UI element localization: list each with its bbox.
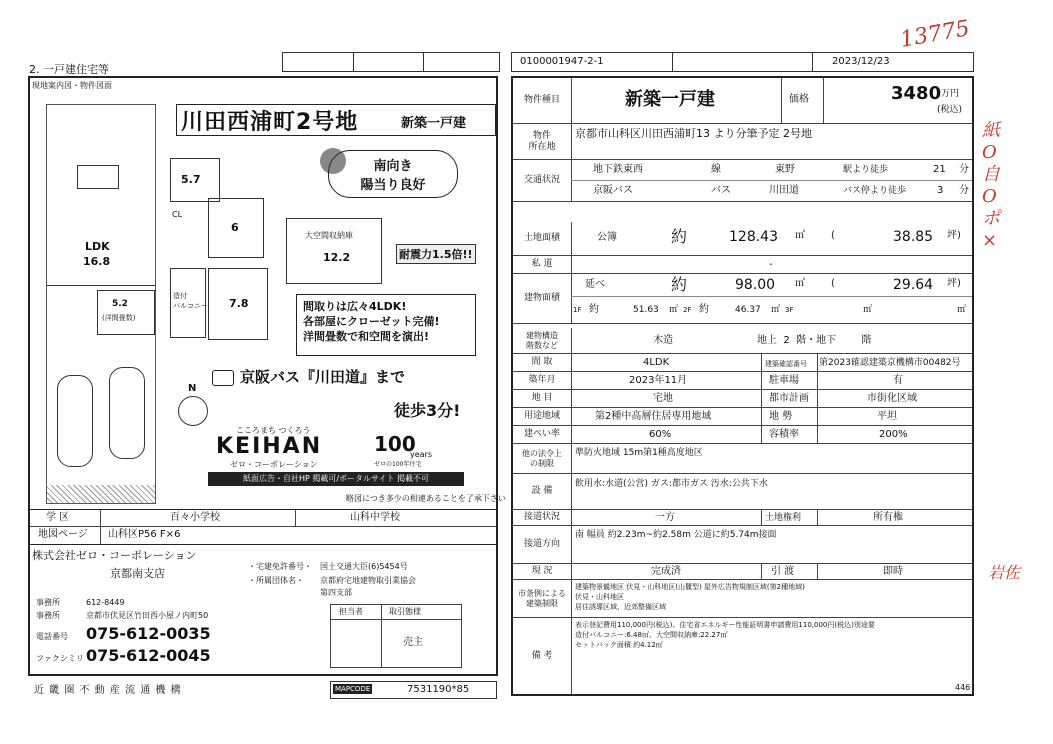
- row-layout: [513, 354, 972, 372]
- row-location: [513, 124, 972, 160]
- fax-label: ファクシミリ: [36, 654, 84, 663]
- page-number: 446: [955, 683, 971, 692]
- role-box: [330, 604, 462, 668]
- row-access: [513, 510, 972, 526]
- bus-text: 京阪バス『川田道』まで: [240, 368, 406, 386]
- row-zone: [513, 408, 972, 426]
- mapcode-value: 7531190*85: [407, 684, 470, 695]
- doc-code: 0100001947-2-1: [520, 56, 604, 67]
- price-label: 価格: [789, 94, 809, 105]
- station-walk-label: 駅より徒歩: [843, 165, 889, 175]
- zone: 第2種中高層住居専用地域: [595, 411, 712, 422]
- city-plan-label: 都市計画: [769, 393, 809, 404]
- law-label: 他の法令上 の制限: [513, 444, 572, 473]
- private-road: -: [769, 259, 773, 270]
- storage-room: [286, 218, 382, 284]
- land-right: 所有権: [873, 512, 903, 523]
- storage-label: 大空間収納庫: [305, 231, 353, 240]
- building-m2-unit: ㎡: [795, 278, 805, 289]
- rail-line: 地下鉄東西: [593, 164, 643, 175]
- car-icon: [109, 367, 145, 459]
- station: 東野: [775, 164, 795, 175]
- handover: 即時: [883, 566, 903, 577]
- headline-box: [176, 104, 496, 136]
- row-facility: [513, 474, 972, 510]
- feature-bullet: 洋間畳数で和空間を演出!: [303, 330, 430, 343]
- school-table: [30, 509, 496, 545]
- header-blank-box: [282, 52, 500, 72]
- property-table: [511, 76, 974, 696]
- ldk-label: LDK: [85, 240, 110, 253]
- price-value: 3480: [891, 83, 942, 104]
- building-label: 建物面積: [513, 274, 572, 323]
- layout-label: 間 取: [513, 354, 572, 371]
- building-approx: 約: [671, 275, 688, 294]
- permission-bar: 紙面広告・自社HP 掲載可/ポータルサイト 掲載不可: [208, 472, 464, 486]
- row-city-reg: [513, 580, 972, 618]
- handwritten-number: 13775: [898, 16, 972, 53]
- location-label: 物件 所在地: [513, 124, 572, 159]
- price-unit: 万円: [941, 89, 960, 99]
- building-tsubo: 29.64: [893, 277, 934, 293]
- floor1-label: 1F: [573, 306, 582, 314]
- structure-label: 建物構造 階数など: [513, 328, 572, 353]
- sun-bubble: [328, 150, 458, 198]
- parking: 有: [893, 375, 903, 386]
- years-number: 100: [374, 432, 416, 456]
- doc-date: 2023/12/23: [832, 56, 890, 67]
- parking-label: 駐車場: [769, 375, 799, 386]
- row-status: [513, 564, 972, 580]
- elementary-school: 百々小学校: [170, 512, 220, 523]
- tel-label: 電話番号: [36, 632, 68, 641]
- fax-number: 075-612-0045: [86, 646, 211, 665]
- row-ratio: [513, 426, 972, 444]
- handwritten-mark: 岩佐: [988, 563, 1021, 582]
- room-6-size: 6: [231, 221, 239, 234]
- minute-unit: 分: [959, 185, 969, 196]
- remarks-label: 備 考: [513, 618, 572, 694]
- structure: 木造: [653, 335, 673, 346]
- building-m2: 98.00: [735, 277, 776, 293]
- city-plan: 市街化区域: [867, 393, 917, 404]
- row-remarks: [513, 618, 972, 694]
- quake-badge: 耐震力1.5倍!!: [396, 244, 476, 264]
- car-icon: [57, 375, 93, 467]
- land-approx: 約: [671, 227, 688, 246]
- logo-company: ゼロ・コーポレーション: [230, 460, 318, 469]
- floor2-unit: ㎡: [771, 305, 781, 315]
- walk-text: 徒歩3分!: [394, 401, 461, 420]
- floor-plan-2f: [170, 158, 268, 348]
- subhead: 新築一戸建: [401, 116, 467, 131]
- sub-label: 現地案内図・物件図面: [32, 81, 112, 90]
- built-label: 築年月: [513, 372, 572, 389]
- floor3-unit: ㎡: [863, 305, 873, 315]
- building-tsubo-unit: 坪): [947, 278, 961, 289]
- sun-text-2: 陽当り良好: [360, 178, 426, 193]
- feature-bullet: 各部屋にクローゼット完備!: [303, 315, 440, 328]
- price-tax: (税込): [937, 105, 963, 115]
- tel-number: 075-612-0035: [86, 624, 211, 643]
- floors: 地上 2 階・地下 階: [757, 335, 872, 346]
- feature-scroll: [296, 294, 476, 356]
- landcat-label: 地 目: [513, 390, 572, 407]
- section-title: 2. 一戸建住宅等: [29, 63, 109, 76]
- building-paren: (: [831, 278, 835, 289]
- bus-walk: 3: [937, 185, 944, 196]
- building-type: 延べ: [585, 279, 605, 290]
- zip-code: 612-8449: [86, 598, 125, 607]
- compass-icon: [178, 383, 208, 426]
- company-branch: 京都南支店: [110, 567, 165, 580]
- row-landcat: [513, 390, 972, 408]
- address: 京都市伏見区竹田西小屋ノ内町50: [86, 611, 209, 620]
- bus-stop: 川田道: [769, 185, 799, 196]
- land-tsubo: 38.85: [893, 229, 934, 245]
- floor1-unit: ㎡: [669, 305, 679, 315]
- balcony-label: 造付 バルコニー: [173, 292, 208, 310]
- status: 完成済: [651, 566, 681, 577]
- terrain-label: 地 勢: [769, 411, 793, 422]
- far: 200%: [879, 429, 908, 440]
- map-note: 略図につき多少の相違あることを了承下さい: [346, 494, 506, 503]
- mapcode-label: MAPCODE: [335, 685, 371, 693]
- role-value: 売主: [403, 637, 423, 648]
- years-text: years: [410, 450, 433, 459]
- feature-bullet: 間取りは広々4LDK!: [303, 300, 407, 313]
- ad-panel: [28, 76, 506, 676]
- years-sub: ゼロの100年住宅: [374, 461, 422, 468]
- junior-high-school: 山科中学校: [350, 512, 400, 523]
- map-page-value: 山科区P56 F×6: [108, 529, 181, 540]
- floor1-area: 51.63: [633, 305, 659, 315]
- license-value: 国土交通大臣(6)5454号: [320, 562, 408, 571]
- ldk-size: 16.8: [83, 255, 111, 268]
- row-transport: [513, 160, 972, 202]
- room-52-sub: (洋間畳数): [102, 314, 136, 322]
- row-building: [513, 274, 972, 324]
- assoc-value-2: 第四支部: [320, 588, 352, 597]
- company-name: 株式会社ゼロ・コーポレーション: [32, 549, 197, 562]
- floor1-approx: 約: [589, 304, 599, 315]
- far-label: 容積率: [769, 429, 799, 440]
- land-m2: 128.43: [729, 229, 778, 245]
- minute-unit: 分: [959, 164, 969, 175]
- built: 2023年11月: [629, 375, 688, 386]
- terrain: 平坦: [877, 411, 897, 422]
- confirm-label: 建築確認番号: [765, 360, 807, 368]
- office-label: 事務所: [36, 598, 60, 607]
- zone-label: 用途地域: [513, 408, 572, 425]
- city-reg-label: 市条例による 建築制限: [513, 580, 572, 617]
- bus-walk-label: バス停より徒歩: [843, 186, 907, 196]
- bus-kind: バス: [711, 185, 731, 196]
- headline: 川田西浦町2号地: [181, 110, 359, 135]
- bcr: 60%: [649, 429, 672, 440]
- mapcode-box: [330, 681, 497, 699]
- logo-kana: こころまち つくろう: [236, 426, 311, 435]
- room-52-size: 5.2: [112, 299, 128, 309]
- keihan-logo: KEIHAN: [216, 434, 323, 459]
- layout: 4LDK: [643, 357, 670, 368]
- room-78-size: 7.8: [229, 297, 249, 310]
- storage-size: 12.2: [323, 251, 351, 264]
- floor2-label: 2F: [683, 306, 692, 314]
- landcat: 宅地: [653, 393, 673, 404]
- floor4-unit: ㎡: [957, 305, 967, 315]
- row-law: [513, 444, 972, 474]
- bus-line: 京阪バス: [593, 185, 633, 196]
- facility-label: 設 備: [513, 474, 572, 509]
- property-type: 新築一戸建: [625, 89, 715, 110]
- access-label: 接道状況: [513, 510, 572, 525]
- school-label: 学 区: [46, 512, 70, 523]
- address-label: 事務所: [36, 611, 60, 620]
- sun-text-1: 南向き: [373, 159, 413, 174]
- type-label: 物件種目: [513, 78, 572, 123]
- confirm-number: 第2023確認建築京機構市00482号: [819, 358, 961, 368]
- row-direction: [513, 526, 972, 564]
- footer-org: 近 畿 圏 不 動 産 流 通 機 構: [34, 685, 182, 696]
- dir-label: 接道方向: [513, 526, 572, 563]
- map-page-label: 地図ページ: [38, 529, 88, 540]
- closet-label: CL: [172, 210, 183, 219]
- land-m2-unit: ㎡: [795, 230, 805, 241]
- row-private-road: [513, 256, 972, 274]
- bus-icon: [212, 370, 234, 386]
- license-label: ・宅建免許番号・: [248, 562, 312, 571]
- land-type: 公簿: [597, 232, 617, 243]
- land-tsubo-unit: 坪): [947, 230, 961, 241]
- handover-label: 引 渡: [771, 566, 795, 577]
- assoc-value: 京都府宅地建物取引業協会: [320, 576, 416, 585]
- remarks: 表示登記費用110,000円(税込)、住宅省エネルギー性能証明書申請費用110,000円(税込)別途要 造付バルコニー:6.48㎡、大空間収納庫:22.27㎡ セットバック面積 約4.12㎡: [575, 621, 875, 649]
- row-built: [513, 372, 972, 390]
- land-paren: (: [831, 230, 835, 241]
- status-label: 現 況: [513, 564, 572, 579]
- assoc-label: ・所属団体名・: [248, 576, 304, 585]
- city-reg: 建築物景観地区 伏見・山科地区(山麓型) 屋外広告物規制区域(第2種地域) 伏見・山科地区 居住誘導区域、近郊整備区域: [575, 583, 805, 611]
- transport-label: 交通状況: [513, 160, 572, 201]
- road-direction: 南 幅員 約2.23m~約2.58m 公道に約5.74m接面: [575, 530, 777, 540]
- law: 準防火地域 15m第1種高度地区: [575, 448, 703, 458]
- land-label: 土地面積: [513, 222, 572, 255]
- access: 一方: [655, 512, 675, 523]
- role-staff: 担当者: [339, 607, 363, 616]
- role-transaction: 取引態様: [389, 607, 421, 616]
- compass-letter: N: [188, 383, 197, 394]
- room-57-size: 5.7: [181, 173, 201, 186]
- floor2-approx: 約: [699, 304, 709, 315]
- location-value: 京都市山科区川田西浦町13 より分筆予定 2号地: [575, 127, 812, 140]
- station-walk: 21: [933, 164, 946, 175]
- row-type: [513, 78, 972, 124]
- row-structure: [513, 328, 972, 354]
- doc-code-box: [511, 52, 974, 72]
- handwritten-side-note: 紙O自Oポ×: [982, 120, 1000, 251]
- private-road-label: 私 道: [513, 256, 572, 273]
- bcr-label: 建ぺい率: [513, 426, 572, 443]
- floor2-area: 46.37: [735, 305, 761, 315]
- right-label: 土地権利: [765, 513, 802, 523]
- row-land: [513, 222, 972, 256]
- floor3-label: 3F: [785, 306, 794, 314]
- rail-kind: 線: [711, 164, 721, 175]
- facility: 飲用水:水道(公営) ガス:都市ガス 汚水:公共下水: [575, 479, 768, 489]
- floor-plan-1f: [46, 104, 156, 504]
